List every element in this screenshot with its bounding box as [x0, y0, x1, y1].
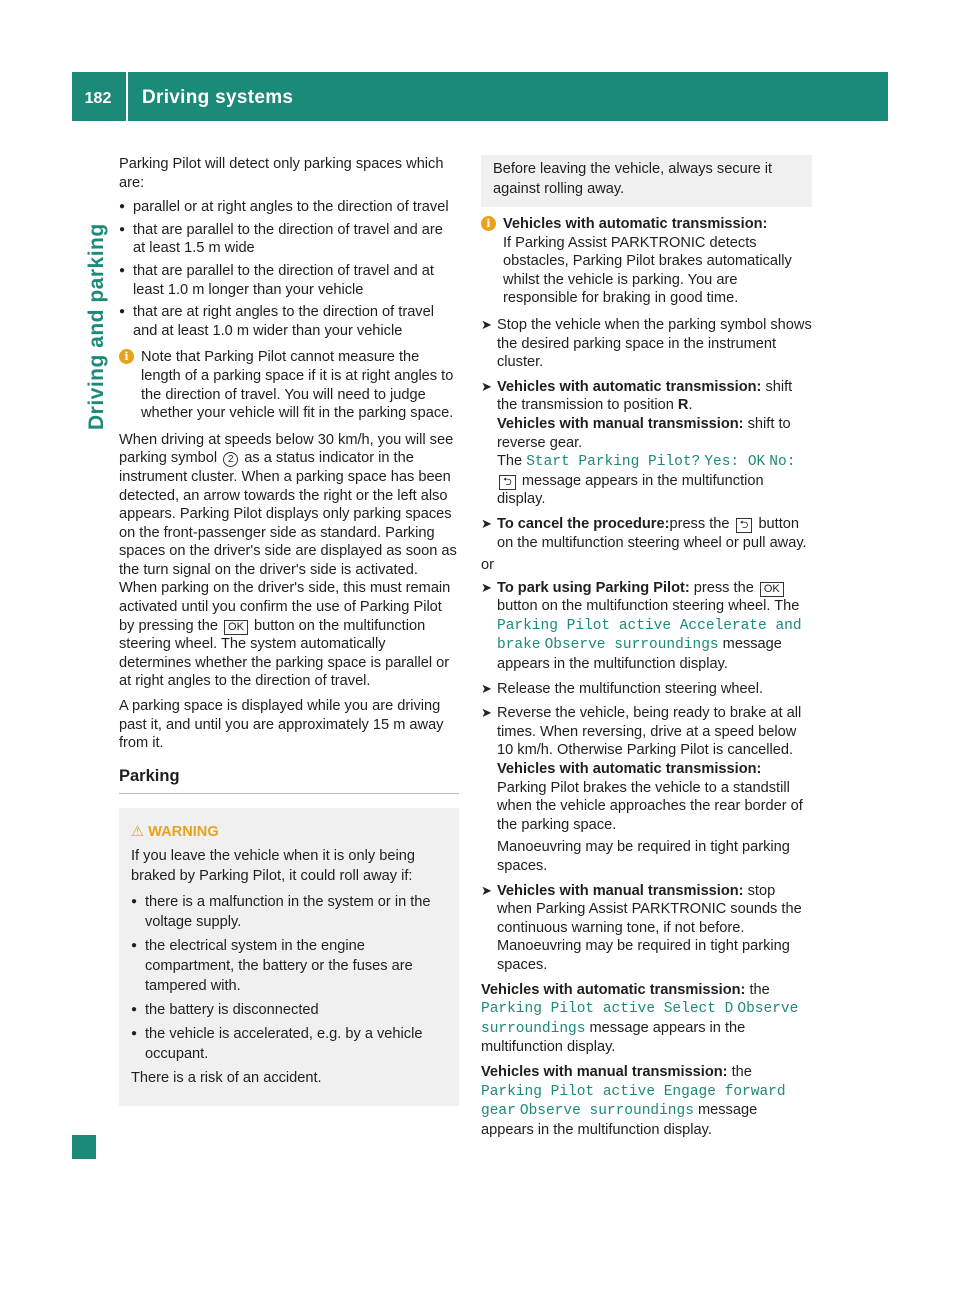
note-block: [119, 348, 459, 422]
display-message: Yes: OK: [704, 454, 766, 471]
step-item: [481, 704, 812, 875]
step-text: Reverse the vehicle, being ready to brake at all times. When reversing, drive at a speed below 10 km/h. Otherwise Parking Pilot is cancelled.: [497, 705, 802, 759]
warning-outro: There is a risk of an accident.: [131, 1070, 322, 1087]
info-text: If Parking Assist PARKTRONIC detects obstacles, Parking Pilot brakes automatically whilst the vehicle is parking. You are responsible for braking in good time.: [503, 234, 792, 307]
list-item: ● the battery is disconnected: [131, 1000, 447, 1020]
step-label: To cancel the procedure:: [497, 515, 670, 532]
step-label: Vehicles with manual transmission:: [497, 882, 744, 899]
or-text: or: [481, 557, 494, 574]
step-arrow-icon: ➤: [481, 378, 492, 394]
header-divider: [126, 72, 128, 121]
info-icon: i: [481, 216, 496, 231]
side-marker-block: [72, 1135, 96, 1159]
warning-title: [131, 822, 447, 842]
list-item: ● parallel or at right angles to the direction of travel: [119, 198, 459, 217]
left-column: [119, 155, 459, 1106]
step-label: Vehicles with manual transmission:: [497, 415, 744, 432]
paragraph-text: the: [749, 981, 770, 998]
paragraph: A parking space is displayed while you are driving past it, and until you are approximately 15 m away from it.: [119, 698, 444, 752]
step-item: [481, 316, 812, 372]
ok-key-icon: OK: [760, 582, 784, 597]
paragraph: [119, 431, 459, 691]
display-message: Parking Pilot active Accelerate and brake: [497, 617, 802, 654]
right-column: [481, 155, 812, 1145]
list-item: ● that are parallel to the direction of travel and at least 1.0 m longer than your vehicle: [119, 262, 459, 299]
display-message: Start Parking Pilot?: [526, 454, 701, 471]
step-label: To park using Parking Pilot:: [497, 579, 690, 596]
step-arrow-icon: ➤: [481, 680, 492, 696]
step-arrow-icon: ➤: [481, 515, 492, 531]
info-block: [481, 215, 812, 308]
paragraph-text: button on the multifunction steering wheel. The system automatically determines whether the parking space is parallel or at right angles to the direction of travel.: [119, 617, 450, 690]
warning-title-text: WARNING: [148, 824, 219, 841]
list-item: ● there is a malfunction in the system or in the voltage supply.: [131, 892, 447, 932]
step-text: Parking Pilot brakes the vehicle to a standstill when the vehicle approaches the rear border of the parking space.: [497, 779, 803, 833]
warning-intro: If you leave the vehicle when it is only being braked by Parking Pilot, it could roll away if:: [131, 848, 415, 885]
display-message: Parking Pilot active Engage forward gear: [481, 1083, 786, 1120]
step-item: [481, 515, 812, 552]
step-arrow-icon: ➤: [481, 316, 492, 332]
display-message: No:: [769, 454, 796, 471]
step-text: stop when Parking Assist PARKTRONIC sounds the continuous warning tone, if not before.: [497, 882, 802, 936]
step-arrow-icon: ➤: [481, 882, 492, 898]
caution-box: Before leaving the vehicle, always secure it against rolling away.: [481, 155, 812, 207]
page-header: [72, 72, 888, 121]
paragraph-label: Vehicles with manual transmission:: [481, 1063, 728, 1080]
step-text: button on the multifunction steering wheel. The: [497, 598, 800, 615]
back-key-icon: ⮌: [736, 518, 753, 533]
step-label: Vehicles with automatic transmission:: [497, 378, 762, 395]
ok-key-icon: OK: [224, 620, 248, 635]
display-message: Observe surroundings: [544, 637, 719, 654]
step-item: ➤ Vehicles with automatic transmission: shift the transmission to position R. Vehicles with manual transmission: shift to reverse gear. The Start Parking Pilot? Yes: OK No: ⮌ message appears in the multifunction display.: [481, 378, 796, 508]
side-chapter-tab: Driving and parking: [85, 223, 108, 430]
display-message: Observe surroundings: [481, 1001, 799, 1037]
list-item: ● that are parallel to the direction of travel and are at least 1.5 m wide: [119, 221, 459, 258]
step-text: press the: [693, 579, 754, 596]
paragraph-label: Vehicles with automatic transmission:: [481, 981, 746, 998]
step-text: shift to reverse gear.: [497, 415, 791, 451]
step-arrow-icon: ➤: [481, 705, 492, 721]
step-text: shift the transmission to position: [497, 378, 793, 414]
step-item: [481, 680, 812, 699]
paragraph-text: the: [731, 1063, 752, 1080]
paragraph: [481, 981, 812, 1057]
warning-triangle-icon: ⚠: [131, 824, 145, 841]
paragraph: [481, 1063, 812, 1139]
step-item: [481, 882, 812, 975]
section-heading: Parking: [119, 767, 459, 795]
info-icon: i: [119, 349, 134, 364]
gear-position: R: [677, 397, 689, 414]
paragraph-text: message appears in the multifunction display.: [481, 1019, 746, 1056]
parking-symbol-marker: 2: [223, 452, 238, 467]
display-message: Observe surroundings: [519, 1103, 694, 1120]
list-item: ● that are at right angles to the direction of travel and at least 1.0 m wider than your vehicle: [119, 303, 459, 340]
step-text: Release the multifunction steering wheel.: [497, 680, 764, 697]
step-text: Manoeuvring may be required in tight parking spaces.: [497, 938, 790, 973]
page-number: 182: [84, 90, 112, 107]
step-arrow-icon: ➤: [481, 579, 492, 595]
step-text: The: [497, 453, 523, 470]
step-text: message appears in the multifunction display.: [497, 636, 782, 673]
step-text: button on the multifunction steering wheel or pull away.: [497, 515, 807, 551]
info-title: Vehicles with automatic transmission:: [503, 216, 768, 232]
list-item: ● the electrical system in the engine compartment, the battery or the fuses are tampered with.: [131, 936, 447, 996]
back-key-icon: ⮌: [499, 475, 516, 490]
intro-text: Parking Pilot will detect only parking spaces which are:: [119, 156, 444, 191]
step-text: Stop the vehicle when the parking symbol shows the desired parking space in the instrument cluster.: [497, 316, 812, 371]
paragraph-text: as a status indicator in the instrument cluster. When a parking space has been detected, an arrow towards the right or the left also appears. Parking Pilot displays only parking spaces on the front-passenger side as standard. Parking spaces on the driver's side are displayed as soon as the turn signal on the driver's side is activated. When parking on the driver's side, this must remain activated until you confirm the use of Parking Pilot by pressing the: [119, 450, 457, 634]
step-text: Manoeuvring may be required in tight parking spaces.: [497, 839, 790, 874]
section-title: Driving systems: [142, 87, 294, 108]
step-item: [481, 579, 812, 674]
step-label: Vehicles with automatic transmission:: [497, 761, 762, 778]
display-message: Parking Pilot active Select D: [481, 1001, 734, 1018]
note-text: Note that Parking Pilot cannot measure the length of a parking space if it is at right angles to the direction of travel. You will need to judge whether your vehicle will fit in the parking space.: [141, 349, 454, 422]
list-item: ● the vehicle is accelerated, e.g. by a vehicle occupant.: [131, 1024, 447, 1064]
paragraph-text: message appears in the multifunction display.: [481, 1102, 758, 1138]
step-text: message appears in the multifunction display.: [497, 472, 764, 508]
warning-box: [119, 808, 459, 1106]
paragraph-text: When driving at speeds below 30 km/h, you will see parking symbol: [119, 431, 454, 467]
step-text: press the: [669, 515, 730, 532]
